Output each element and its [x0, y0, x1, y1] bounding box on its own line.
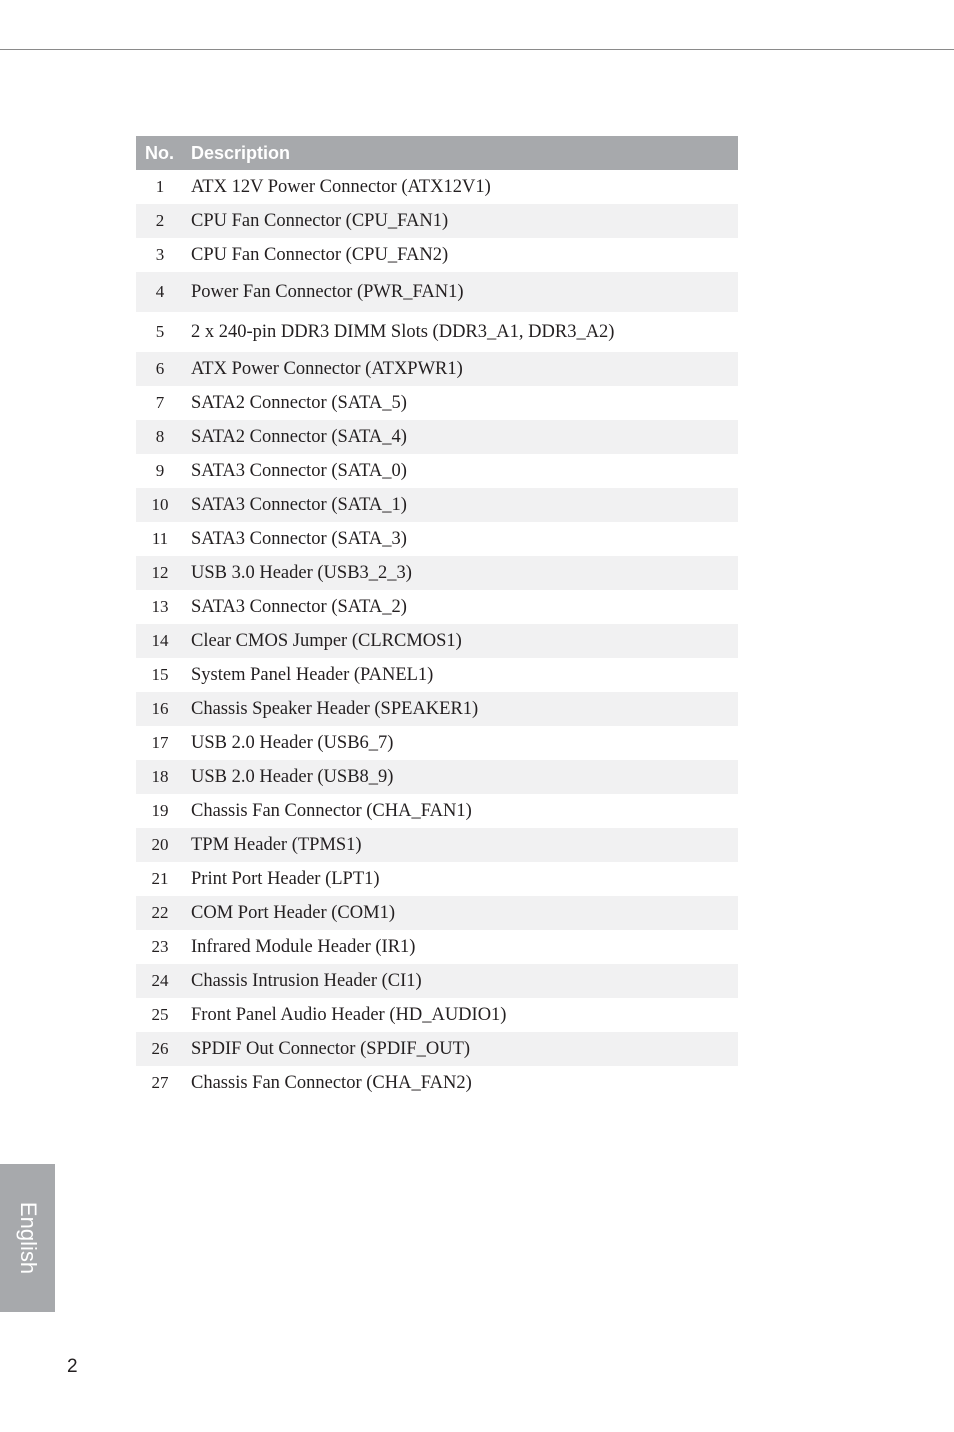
row-number: 18 [151, 767, 169, 786]
row-number: 17 [151, 733, 169, 752]
row-number: 13 [151, 597, 169, 616]
table-row [136, 726, 738, 760]
table-header-row [136, 136, 738, 170]
table-row [136, 692, 738, 726]
row-number: 22 [151, 903, 169, 922]
row-number: 12 [151, 563, 169, 582]
row-description: Chassis Speaker Header (SPEAKER1) [191, 698, 479, 719]
table-row [136, 272, 738, 312]
row-number: 14 [151, 631, 169, 650]
table-row [136, 794, 738, 828]
row-number: 25 [151, 1005, 169, 1024]
table-row [136, 312, 738, 352]
table-row [136, 488, 738, 522]
header-divider [0, 49, 954, 50]
row-number: 20 [151, 835, 169, 854]
row-description: Power Fan Connector (PWR_FAN1) [191, 281, 464, 302]
row-number: 3 [155, 245, 165, 264]
row-description: SATA3 Connector (SATA_1) [191, 494, 407, 515]
table-row [136, 760, 738, 794]
row-number: 23 [151, 937, 169, 956]
table-row [136, 170, 738, 204]
row-number: 5 [155, 322, 165, 341]
row-number: 10 [151, 495, 169, 514]
row-number: 6 [155, 359, 165, 378]
row-description: CPU Fan Connector (CPU_FAN2) [191, 244, 449, 265]
column-header-no: No. [145, 142, 174, 163]
table-row [136, 1066, 738, 1100]
row-description: ATX Power Connector (ATXPWR1) [191, 358, 463, 379]
table-row [136, 590, 738, 624]
row-number: 16 [151, 699, 169, 718]
table-row [136, 1032, 738, 1066]
table-row [136, 862, 738, 896]
row-description: USB 2.0 Header (USB8_9) [191, 766, 394, 787]
table-row [136, 556, 738, 590]
table-row [136, 522, 738, 556]
row-description: TPM Header (TPMS1) [191, 834, 362, 855]
row-description: Print Port Header (LPT1) [191, 868, 380, 889]
row-description: SATA3 Connector (SATA_3) [191, 528, 407, 549]
page-number: 2 [67, 1356, 78, 1377]
row-description: SATA2 Connector (SATA_4) [191, 426, 407, 447]
table-row [136, 658, 738, 692]
row-description: Chassis Fan Connector (CHA_FAN1) [191, 800, 472, 821]
table-row [136, 896, 738, 930]
table-row [136, 998, 738, 1032]
row-description: System Panel Header (PANEL1) [191, 664, 434, 685]
row-number: 21 [151, 869, 169, 888]
row-number: 19 [151, 801, 169, 820]
row-number: 24 [151, 971, 169, 990]
row-number: 1 [155, 177, 165, 196]
row-number: 27 [151, 1073, 169, 1092]
row-number: 15 [151, 665, 169, 684]
row-description: CPU Fan Connector (CPU_FAN1) [191, 210, 449, 231]
row-number: 26 [151, 1039, 169, 1058]
row-description: SATA2 Connector (SATA_5) [191, 392, 407, 413]
row-number: 4 [155, 282, 165, 301]
table-row [136, 238, 738, 272]
table-row [136, 454, 738, 488]
row-description: ATX 12V Power Connector (ATX12V1) [191, 176, 491, 197]
row-description: 2 x 240-pin DDR3 DIMM Slots (DDR3_A1, DDR3_A2) [191, 321, 615, 342]
row-description: SATA3 Connector (SATA_0) [191, 460, 407, 481]
row-description: Front Panel Audio Header (HD_AUDIO1) [191, 1004, 507, 1025]
table-row [136, 386, 738, 420]
row-description: COM Port Header (COM1) [191, 902, 395, 923]
table-row [136, 930, 738, 964]
row-number: 2 [155, 211, 165, 230]
table-row [136, 624, 738, 658]
language-label: English [15, 1201, 41, 1275]
row-number: 11 [151, 529, 169, 548]
row-description: Clear CMOS Jumper (CLRCMOS1) [191, 630, 462, 651]
connector-table [136, 136, 738, 1100]
column-header-description: Description [191, 142, 291, 163]
row-number: 9 [155, 461, 165, 480]
row-description: Chassis Fan Connector (CHA_FAN2) [191, 1072, 472, 1093]
row-number: 7 [155, 393, 165, 412]
table-row [136, 204, 738, 238]
row-description: SPDIF Out Connector (SPDIF_OUT) [191, 1038, 471, 1059]
row-description: Infrared Module Header (IR1) [191, 936, 416, 957]
row-number: 8 [155, 427, 165, 446]
table-row [136, 828, 738, 862]
row-description: USB 2.0 Header (USB6_7) [191, 732, 394, 753]
table-row [136, 964, 738, 998]
row-description: USB 3.0 Header (USB3_2_3) [191, 562, 412, 583]
row-description: SATA3 Connector (SATA_2) [191, 596, 407, 617]
table-row [136, 420, 738, 454]
table-row [136, 352, 738, 386]
language-side-tab [0, 1164, 55, 1312]
row-description: Chassis Intrusion Header (CI1) [191, 970, 422, 991]
